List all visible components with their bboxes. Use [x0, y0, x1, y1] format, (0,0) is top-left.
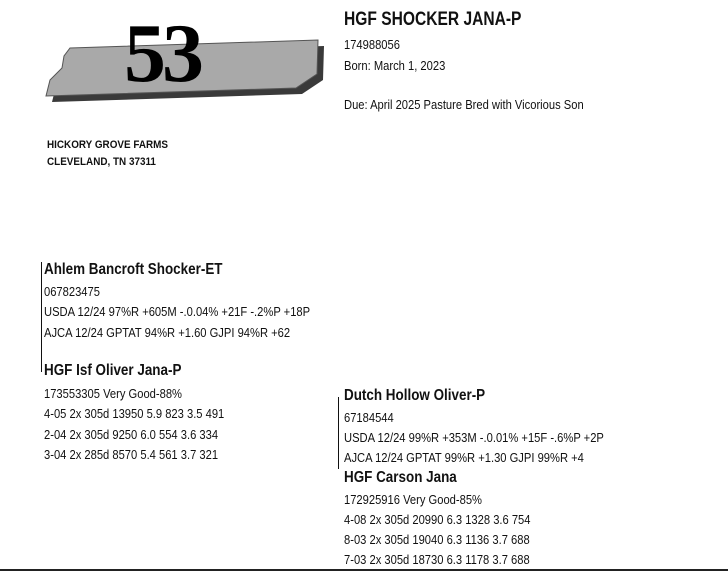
sire-name: Ahlem Bancroft Shocker-ET: [44, 261, 223, 278]
animal-registration: 174988056: [344, 37, 400, 52]
sire-usda-evaluation: USDA 12/24 97%R +605M -.0.04% +21F -.2%P +18P: [44, 304, 311, 319]
maternal-grandsire-ajca-evaluation: AJCA 12/24 GPTAT 99%R +1.30 GJPI 99%R +4: [344, 450, 584, 465]
dam-registration-classification: 173553305 Very Good-88%: [44, 386, 183, 401]
dam-record-row: 4-05 2x 305d 13950 5.9 823 3.5 491: [44, 406, 225, 421]
farm-name: HICKORY GROVE FARMS: [47, 139, 169, 151]
pedigree-bracket-sire: [41, 262, 42, 372]
farm-location: CLEVELAND, TN 37311: [47, 156, 156, 168]
maternal-granddam-record-row: 8-03 2x 305d 19040 6.3 1136 3.7 688: [344, 532, 530, 547]
lot-number: 53: [124, 7, 200, 100]
dam-record-row: 2-04 2x 305d 9250 6.0 554 3.6 334: [44, 427, 219, 442]
maternal-granddam-name: HGF Carson Jana: [344, 469, 457, 486]
born-date: Born: March 1, 2023: [344, 58, 446, 73]
maternal-granddam-record-row: 4-08 2x 305d 20990 6.3 1328 3.6 754: [344, 512, 531, 527]
maternal-granddam-registration-classification: 172925916 Very Good-85%: [344, 492, 483, 507]
sire-ajca-evaluation: AJCA 12/24 GPTAT 94%R +1.60 GJPI 94%R +62: [44, 325, 291, 340]
maternal-grandsire-registration: 67184544: [344, 410, 394, 425]
maternal-granddam-record-row: 7-03 2x 305d 18730 6.3 1178 3.7 688: [344, 552, 530, 567]
maternal-grandsire-usda-evaluation: USDA 12/24 99%R +353M -.0.01% +15F -.6%P +2P: [344, 430, 604, 445]
sire-registration: 067823475: [44, 284, 100, 299]
maternal-grandsire-name: Dutch Hollow Oliver-P: [344, 387, 486, 404]
due-info: Due: April 2025 Pasture Bred with Vicorious Son: [344, 97, 584, 112]
animal-name: HGF SHOCKER JANA-P: [344, 9, 522, 30]
dam-name: HGF Isf Oliver Jana-P: [44, 362, 182, 379]
pedigree-bracket-dam: [338, 397, 339, 469]
page-bottom-rule: [0, 569, 728, 571]
dam-record-row: 3-04 2x 285d 8570 5.4 561 3.7 321: [44, 447, 219, 462]
